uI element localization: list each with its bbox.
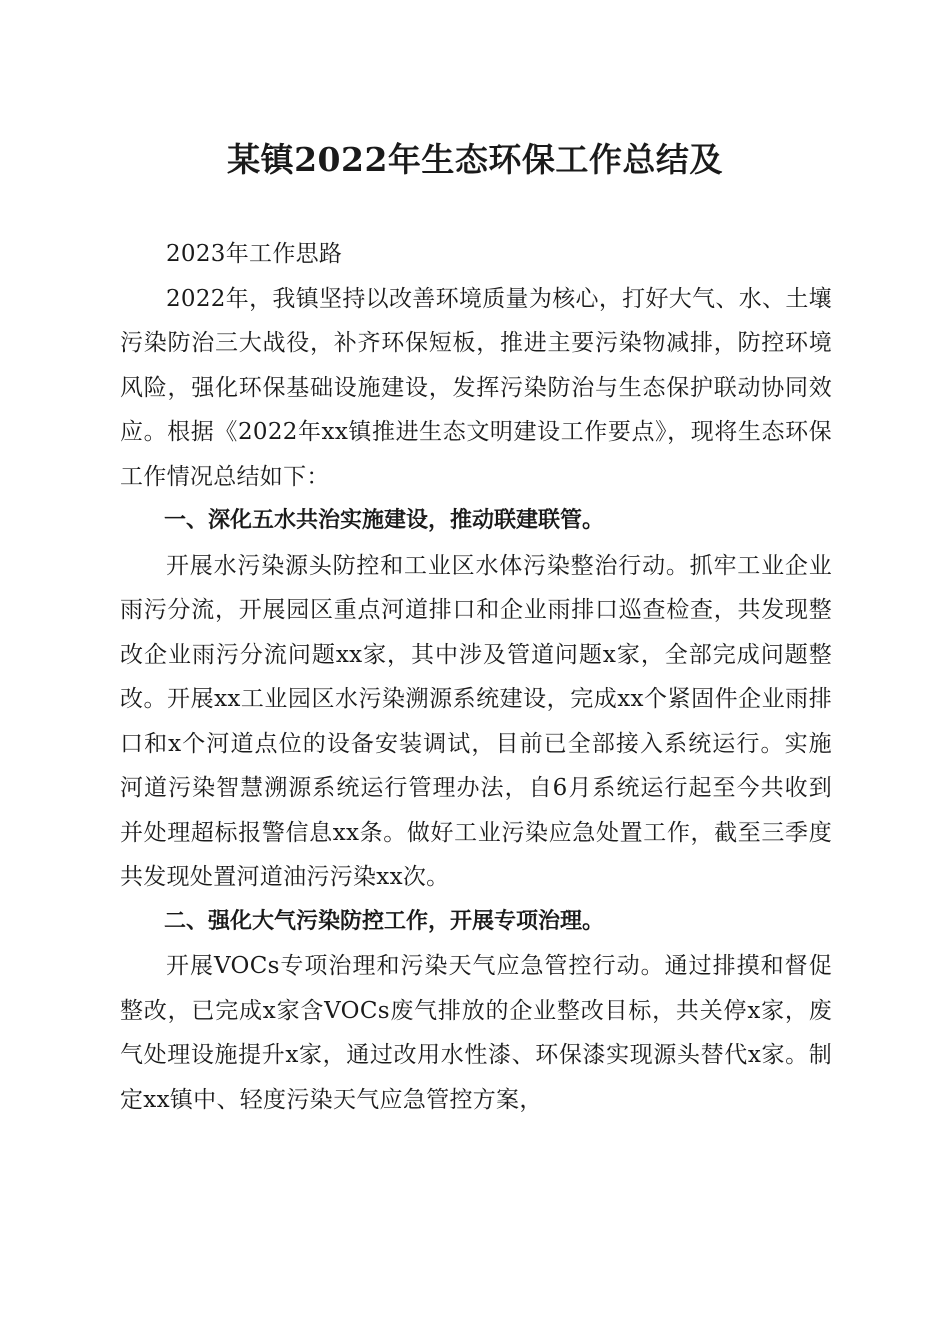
document-title: 某镇2022年生态环保工作总结及 [227, 140, 723, 179]
section-2-paragraph: 开展VOCs专项治理和污染天气应急管控行动。通过排摸和督促整改，已完成x家含VOCs废气排放的企业整改目标，共关停x家，废气处理设施提升x家，通过改用水性漆、环保漆实现源头替代x家。制定xx镇中、轻度污染天气应急管控方案， [120, 953, 832, 1113]
section-1-paragraph: 开展水污染源头防控和工业区水体污染整治行动。抓牢工业企业雨污分流，开展园区重点河道排口和企业雨排口巡查检查，共发现整改企业雨污分流问题xx家，其中涉及管道问题x家，全部完成问题整改。开展xx工业园区水污染溯源系统建设，完成xx个紧固件企业雨排口和x个河道点位的设备安装调试，目前已全部接入系统运行。实施河道污染智慧溯源系统运行管理办法，自6月系统运行起至今共收到并处理超标报警信息xx条。做好工业污染应急处置工作，截至三季度共发现处置河道油污污染xx次。 [120, 552, 832, 890]
section-1-heading: 一、深化五水共治实施建设，推动联建联管。 [164, 508, 605, 533]
subtitle-line: 2023年工作思路 [166, 241, 343, 267]
document-body [120, 232, 832, 1122]
intro-paragraph: 2022年，我镇坚持以改善环境质量为核心，打好大气、水、土壤污染防治三大战役，补齐环保短板，推进主要污染物减排，防控环境风险，强化环保基础设施建设，发挥污染防治与生态保护联动协同效应。根据《2022年xx镇推进生态文明建设工作要点》，现将生态环保工作情况总结如下： [120, 285, 832, 490]
section-2-heading: 二、强化大气污染防控工作，开展专项治理。 [164, 908, 605, 934]
